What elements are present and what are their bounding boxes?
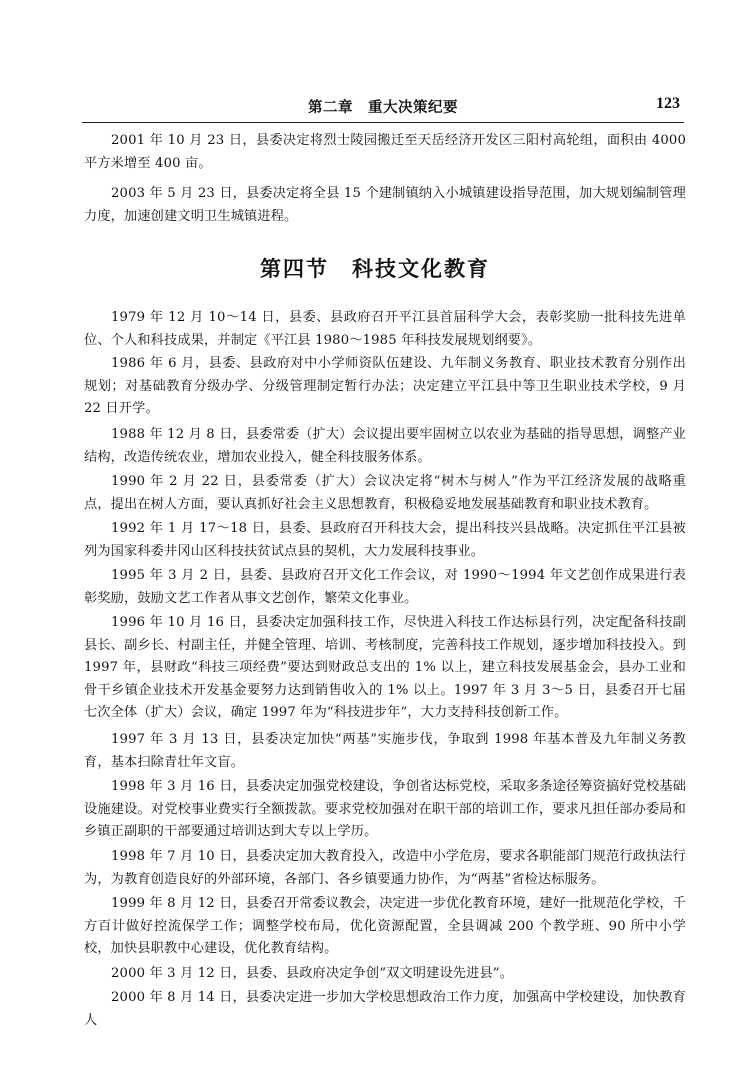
paragraph: 1979 年 12 月 10～14 日，县委、县政府召开平江县首届科学大会，表彰奖励一批科技先进单位、个人和科技成果，并制定《平江县 1980～1985 年科技发展规划纲要》。 [84, 310, 686, 348]
paragraph: 2000 年 8 月 14 日，县委决定进一步加大学校思想政治工作力度，加强高中学校建设，加快教育人 [84, 990, 686, 1028]
paragraph: 1995 年 3 月 2 日，县委、县政府召开文化工作会议，对 1990～1994 年文艺创作成果进行表彰奖励，鼓励文艺工作者从事文艺创作，繁荣文化事业。 [84, 568, 686, 606]
paragraph: 2001 年 10 月 23 日，县委决定将烈士陵园搬迁至天岳经济开发区三阳村高轮组，面积由 4000 平方米增至 400 亩。 [84, 133, 686, 171]
page-number: 123 [656, 95, 680, 112]
paragraph: 1988 年 12 月 8 日，县委常委（扩大）会议提出要牢固树立以农业为基础的指导思想，调整产业结构，改造传统农业，增加农业投入，健全科技服务体系。 [84, 427, 686, 465]
paragraph: 1986 年 6 月，县委、县政府对中小学师资队伍建设、九年制义务教育、职业技术教育分别作出规划；对基础教育分级办学、分级管理制定暂行办法；决定建立平江县中等卫生职业技术学校，9 月 22 日开学。 [84, 356, 686, 416]
section-title: 第四节 科技文化教育 [260, 257, 490, 281]
chapter-title: 第二章 重大决策纪要 [308, 100, 458, 116]
paragraph: 1998 年 7 月 10 日，县委决定加大教育投入，改造中小学危房，要求各职能部门规范行政执法行为，为教育创造良好的外部环境，各部门、各乡镇要通力协作，为“两基”省检达标服务。 [84, 849, 686, 887]
paragraph: 1996 年 10 月 16 日，县委决定加强科技工作，尽快进入科技工作达标县行列，决定配备科技副县长、副乡长、村副主任，并健全管理、培训、考核制度，完善科技工作规划，逐步增加科技投入。到 1997 年，县财政“科技三项经费”要达到财政总支出的 1% 以上，建立科技发展基金会，县办工业和骨干乡镇企业技术开发基金要努力达到销售收入的 1% 以上。1997 年 3 月 3～5 日，县委召开七届七次全体（扩大）会议，确定 1997 年为“科技进步年”，大力支持科技创新工作。 [84, 615, 686, 720]
paragraph: 1998 年 3 月 16 日，县委决定加强党校建设，争创省达标党校，采取多条途径筹资搞好党校基础设施建设。对党校事业费实行全额拨款。要求党校加强对在职干部的培训工作，要求凡担任部办委局和乡镇正副职的干部要通过培训达到大专以上学历。 [84, 779, 686, 839]
paragraph: 2000 年 3 月 12 日，县委、县政府决定争创“双文明建设先进县”。 [111, 966, 514, 981]
running-header [82, 92, 684, 123]
paragraph: 1990 年 2 月 22 日，县委常委（扩大）会议决定将“树木与树人”作为平江经济发展的战略重点，提出在树人方面，要认真抓好社会主义思想教育，积极稳妥地发展基础教育和职业技术教育。 [84, 474, 686, 512]
paragraph: 1999 年 8 月 12 日，县委召开常委议教会，决定进一步优化教育环境，建好一批规范化学校，千方百计做好控流保学工作；调整学校布局，优化资源配置，全县调减 200 个教学班、90 所中小学校，加快县职教中心建设，优化教育结构。 [84, 896, 686, 956]
paragraph: 1997 年 3 月 13 日，县委决定加快“两基”实施步伐，争取到 1998 年基本普及九年制义务教育，基本扫除青壮年文盲。 [84, 732, 686, 770]
paragraph: 1992 年 1 月 17～18 日，县委、县政府召开科技大会，提出科技兴县战略。决定抓住平江县被列为国家科委井冈山区科技扶贫试点县的契机，大力发展科技事业。 [84, 521, 686, 559]
paragraph: 2003 年 5 月 23 日，县委决定将全县 15 个建制镇纳入小城镇建设指导范围，加大规划编制管理力度，加速创建文明卫生城镇进程。 [84, 186, 686, 224]
